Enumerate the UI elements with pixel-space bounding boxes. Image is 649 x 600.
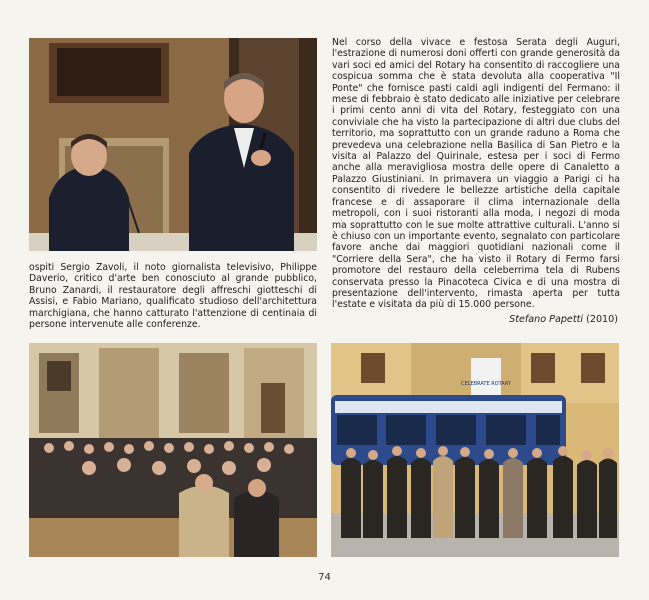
- signature-year: (2010): [586, 314, 618, 325]
- photo-speakers-image: [29, 38, 317, 251]
- photo-group-bus: [331, 343, 619, 557]
- photo-audience: [29, 343, 317, 557]
- right-column-text: [332, 37, 620, 311]
- photo-group-bus-image: [331, 343, 619, 557]
- page-number: 74: [318, 572, 331, 583]
- bus-banner-text: CELEBRATE ROTARY: [461, 381, 511, 387]
- photo-audience-image: [29, 343, 317, 557]
- signature-author: Stefano Papetti: [509, 314, 584, 325]
- article-signature: [509, 314, 618, 325]
- right-column-paragraph: Nel corso della vivace e festosa Serata degli Auguri, l'estrazione di numerosi doni offerti con grande generosità da vari soci ed amici del Rotary ha consentito di raccogliere una cospicua somma che è stata devoluta alla cooperativa "Il Ponte" che fornisce pasti caldi agli indigenti del Fermano: il mese di febbraio è stato dedicato alle iniziative per celebrare i primi cento anni di vita del Rotary, festeggiato con una conviviale che ha visto la partecipazione di altri due clubs del territorio, ma soprattutto con un grande raduno a Roma che prevedeva una celebrazione nella Basilica di San Pietro e la visita al Palazzo del Quirinale, estesa per i soci di Fermo anche alla meravigliosa mostra delle opere di Canaletto a Palazzo Giustiniani. In primavera un viaggio a Parigi ci ha consentito di rivedere le bellezze artistiche della capitale francese e di assaporare il clima internazionale della metropoli, con i suoi ristoranti alla moda, i negozi di moda ma soprattutto con le sue molte attrattive culturali. L'anno si è chiuso con un importante evento, segnalato con particolare favore anche dai maggiori quotidiani nazionali come il "Corriere della Sera", che ha visto il Rotary di Fermo farsi promotore del restauro della celeberrima tela di Rubens conservata presso la Pinacoteca Civica e di una mostra di presentazione dell'intervento, rimasta aperta per tutta l'estate e visitata da più di 15.000 persone.: [332, 37, 620, 311]
- photo-speakers: [29, 38, 317, 251]
- left-caption-paragraph: ospiti Sergio Zavoli, il noto giornalista televisivo, Philippe Daverio, critico d'arte ben conosciuto al grande pubblico, Bruno Zanardi, il restauratore degli affreschi giotteschi di Assisi, e Fabio Mariano, qualificato studioso dell'architettura marchigiana, che hanno catturato l'attenzione di centinaia di persone intervenute alle conferenze.: [29, 262, 317, 331]
- left-caption-text: [29, 262, 317, 330]
